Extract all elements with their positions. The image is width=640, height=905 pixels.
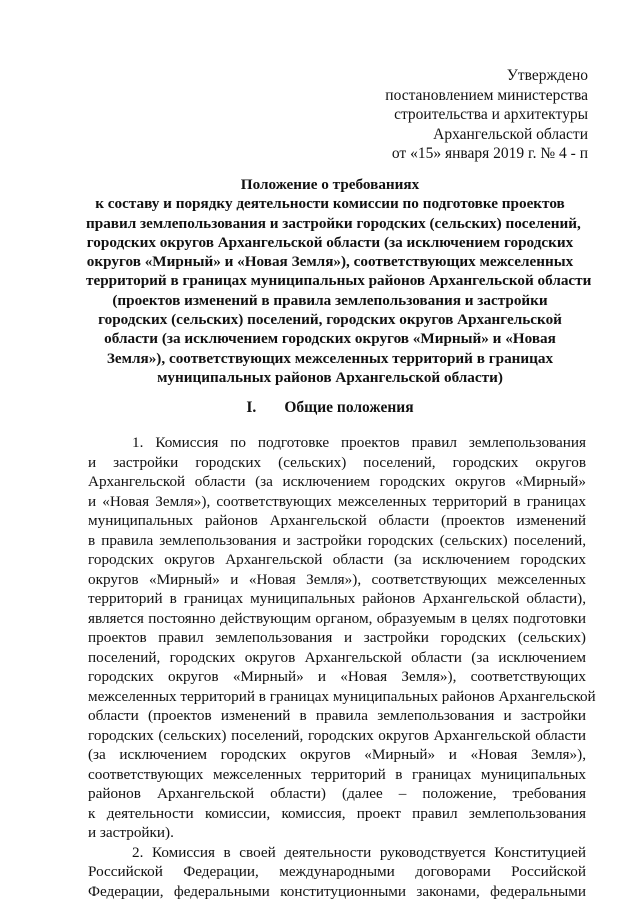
paragraph-line: поселений, городских округов Архангельской области (за исключением xyxy=(88,648,586,666)
paragraph-line: и «Новая Земля»), соответствующих межселенных территорий в границах xyxy=(88,492,586,510)
paragraph-line: городских (сельских) поселений, городских округов Архангельской области xyxy=(88,726,586,744)
paragraph-line: межселенных территорий в границах муниципальных районов Архангельской xyxy=(88,687,596,705)
paragraph-line: Российской Федерации, международными договорами Российской xyxy=(88,863,586,880)
paragraph-line: территорий в границах муниципальных районов Архангельской области), xyxy=(88,590,586,607)
paragraph-1 xyxy=(88,433,596,843)
document-body xyxy=(88,433,596,901)
paragraph-line: округов «Мирный» и «Новая Земля»), соответствующих межселенных xyxy=(88,570,586,588)
paragraph-line: проектов правил землепользования и застройки городских (сельских) xyxy=(88,629,586,646)
paragraph-line: 1. Комиссия по подготовке проектов правил землепользования xyxy=(132,434,586,451)
section-heading xyxy=(86,398,574,417)
paragraph-line: соответствующих межселенных территорий в границах муниципальных xyxy=(88,765,586,783)
paragraph-line: Архангельской области (за исключением городских округов «Мирный» xyxy=(88,473,586,490)
paragraph-line: (за исключением городских округов «Мирный» и «Новая Земля»), xyxy=(88,746,586,763)
title-line: (проектов изменений в правила землепользования и застройки xyxy=(112,291,548,309)
title-line: муниципальных районов Архангельской области) xyxy=(157,368,503,386)
approval-line: строительства и архитектуры xyxy=(394,106,588,123)
paragraph-line: к деятельности комиссии, комиссия, проект правил землепользования xyxy=(88,804,586,822)
paragraph-line: и застройки городских (сельских) поселений, городских округов xyxy=(88,453,586,471)
paragraph-2 xyxy=(88,843,586,902)
paragraph-line: городских округов Архангельской области (за исключением городских xyxy=(88,551,586,568)
approval-line: Утверждено xyxy=(506,67,588,84)
paragraph-line: 2. Комиссия в своей деятельности руководствуется Конституцией xyxy=(132,843,586,861)
title-line: городских (сельских) поселений, городских округов Архангельской xyxy=(98,311,562,329)
approval-line: от «15» января 2019 г. № 4 - п xyxy=(391,145,588,162)
title-line: округов «Мирный» и «Новая Земля»), соответствующих межселенных xyxy=(86,253,574,271)
title-line: территорий в границах муниципальных районов Архангельской области xyxy=(86,272,592,290)
title-line: области (за исключением городских округов «Мирный» и «Новая xyxy=(104,330,556,348)
paragraph-line: области (проектов изменений в правила землепользования и застройки xyxy=(88,707,586,724)
paragraph-line: является постоянно действующим органом, образуемым в целях подготовки xyxy=(88,609,586,627)
paragraph-line: и застройки). xyxy=(88,824,174,841)
paragraph-line: Федерации, федеральными конституционными законами, федеральными xyxy=(88,882,586,900)
title-line: к составу и порядку деятельности комиссии по подготовке проектов xyxy=(95,195,565,213)
section-title: Общие положения xyxy=(284,399,414,416)
paragraph-line: районов Архангельской области) (далее – положение, требования xyxy=(88,785,586,802)
title-line: Положение о требованиях xyxy=(240,176,420,193)
section-number: I. xyxy=(246,399,257,416)
paragraph-line: городских округов «Мирный» и «Новая Земля»), соответствующих xyxy=(88,668,586,685)
paragraph-line: в правила землепользования и застройки городских (сельских) поселений, xyxy=(88,531,586,549)
document-title xyxy=(86,175,592,387)
approval-line: постановлением министерства xyxy=(385,86,588,104)
title-line: правил землепользования и застройки городских (сельских) поселений, xyxy=(86,214,581,232)
approval-line: Архангельской области xyxy=(433,125,588,143)
approval-stamp xyxy=(328,66,588,164)
title-line: Земля»), соответствующих межселенных территорий в границах xyxy=(106,349,554,367)
paragraph-line: муниципальных районов Архангельской области (проектов изменений xyxy=(88,512,586,529)
title-line: городских округов Архангельской области (за исключением городских xyxy=(86,233,574,251)
